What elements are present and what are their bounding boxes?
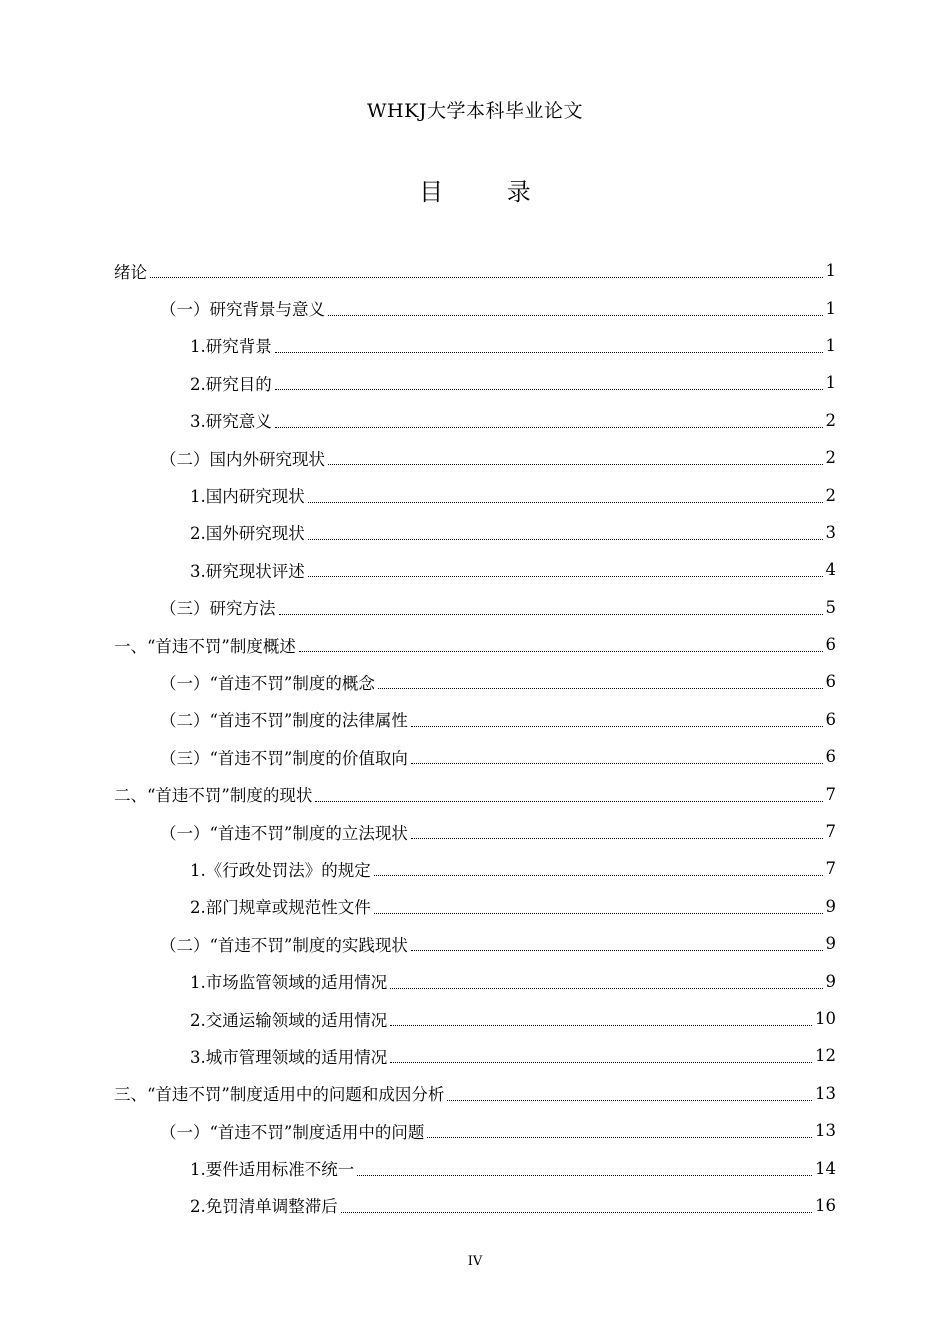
toc-entry[interactable] (114, 962, 836, 999)
toc-entry-label: 1.国内研究现状 (190, 487, 305, 507)
toc-leader-dots (411, 938, 823, 951)
toc-leader-dots (341, 1200, 812, 1213)
toc-entry-page: 3 (825, 522, 836, 542)
toc-leader-dots (299, 639, 823, 652)
toc-entry[interactable] (114, 925, 836, 962)
toc-entry[interactable] (114, 626, 836, 663)
toc-entry-label: 绪论 (114, 262, 147, 282)
toc-entry-page: 2 (825, 448, 836, 468)
toc-entry-label: 2.部门规章或规范性文件 (190, 898, 371, 918)
toc-entry-page: 6 (825, 635, 836, 655)
toc-entry-label: 2.研究目的 (190, 374, 272, 394)
toc-entry-page: 9 (825, 896, 836, 916)
toc-leader-dots (390, 1013, 812, 1026)
toc-entry-label: 3.研究现状评述 (190, 561, 305, 581)
toc-entry-label: 2.交通运输领域的适用情况 (190, 1010, 388, 1030)
toc-leader-dots (378, 676, 823, 689)
toc-entry-page: 9 (825, 934, 836, 954)
toc-entry-label: （三）“首违不罚”制度的价值取向 (160, 748, 408, 768)
toc-leader-dots (275, 415, 823, 428)
table-of-contents (114, 252, 836, 1224)
toc-entry[interactable] (114, 402, 836, 439)
toc-entry-page: 12 (815, 1046, 836, 1066)
toc-leader-dots (374, 863, 823, 876)
toc-entry[interactable] (114, 1149, 836, 1186)
toc-entry-label: 2.免罚清单调整滞后 (190, 1197, 338, 1217)
toc-entry-label: （二）国内外研究现状 (160, 449, 325, 469)
toc-entry-label: 一、“首违不罚”制度概述 (114, 636, 296, 656)
toc-entry-label: （三）研究方法 (160, 599, 276, 619)
toc-leader-dots (308, 564, 823, 577)
toc-entry-page: 1 (825, 335, 836, 355)
toc-entry-label: 1.研究背景 (190, 337, 272, 357)
toc-entry-page: 7 (825, 859, 836, 879)
toc-entry-page: 7 (825, 784, 836, 804)
toc-entry-label: （二）“首违不罚”制度的法律属性 (160, 711, 408, 731)
toc-entry[interactable] (114, 514, 836, 551)
toc-leader-dots (279, 602, 823, 615)
toc-entry-page: 1 (825, 298, 836, 318)
toc-entry[interactable] (114, 888, 836, 925)
toc-entry-page: 6 (825, 747, 836, 767)
toc-entry-page: 14 (815, 1158, 836, 1178)
toc-entry-page: 1 (825, 261, 836, 281)
toc-entry-label: （一）研究背景与意义 (160, 300, 325, 320)
toc-entry[interactable] (114, 813, 836, 850)
toc-leader-dots (411, 826, 823, 839)
toc-entry-page: 1 (825, 373, 836, 393)
toc-entry[interactable] (114, 551, 836, 588)
toc-entry[interactable] (114, 252, 836, 289)
toc-entry-page: 10 (815, 1009, 836, 1028)
toc-leader-dots (390, 976, 822, 989)
toc-entry-page: 6 (825, 709, 836, 729)
toc-entry[interactable] (114, 289, 836, 326)
toc-entry[interactable] (114, 1112, 836, 1149)
toc-leader-dots (390, 1050, 812, 1063)
toc-entry-page: 16 (815, 1195, 836, 1215)
toc-entry-page: 2 (825, 410, 836, 430)
toc-entry-label: 二、“首违不罚”制度的现状 (114, 786, 313, 806)
toc-entry-page: 13 (815, 1083, 836, 1103)
toc-entry-label: 1.要件适用标准不统一 (190, 1160, 355, 1180)
toc-entry[interactable] (114, 476, 836, 513)
toc-entry-page: 2 (825, 485, 836, 505)
toc-leader-dots (308, 527, 823, 540)
toc-entry-label: （二）“首违不罚”制度的实践现状 (160, 935, 408, 955)
toc-entry[interactable] (114, 775, 836, 812)
page-title: 目 录 (419, 178, 559, 206)
toc-entry[interactable] (114, 1187, 836, 1224)
toc-entry-label: 三、“首违不罚”制度适用中的问题和成因分析 (114, 1085, 445, 1105)
toc-leader-dots (308, 490, 823, 503)
toc-entry[interactable] (114, 1000, 836, 1037)
toc-entry-label: （一）“首违不罚”制度适用中的问题 (160, 1122, 425, 1142)
toc-entry[interactable] (114, 589, 836, 626)
toc-leader-dots (150, 265, 823, 278)
toc-entry-label: 1.《行政处罚法》的规定 (190, 860, 371, 880)
toc-entry-page: 5 (825, 597, 836, 617)
toc-entry-label: 1.市场监管领域的适用情况 (190, 973, 388, 993)
toc-entry-page: 9 (825, 971, 836, 991)
toc-entry-page: 13 (815, 1121, 836, 1141)
toc-entry-label: 3.城市管理领域的适用情况 (190, 1047, 388, 1067)
toc-entry-label: 2.国外研究现状 (190, 524, 305, 544)
page-number: IV (467, 1254, 483, 1269)
toc-entry-label: （一）“首违不罚”制度的概念 (160, 673, 375, 693)
toc-leader-dots (427, 1125, 812, 1138)
toc-leader-dots (328, 303, 823, 316)
toc-entry[interactable] (114, 701, 836, 738)
toc-leader-dots (447, 1088, 812, 1101)
toc-entry[interactable] (114, 738, 836, 775)
toc-leader-dots (275, 377, 823, 390)
toc-leader-dots (374, 901, 823, 914)
toc-leader-dots (315, 789, 822, 802)
toc-entry[interactable] (114, 439, 836, 476)
toc-entry[interactable] (114, 327, 836, 364)
toc-entry-label: （一）“首违不罚”制度的立法现状 (160, 823, 408, 843)
toc-leader-dots (328, 452, 823, 465)
toc-entry[interactable] (114, 663, 836, 700)
toc-leader-dots (275, 340, 823, 353)
toc-entry[interactable] (114, 850, 836, 887)
toc-entry-page: 4 (825, 560, 836, 580)
toc-entry-page: 7 (825, 822, 836, 842)
toc-entry[interactable] (114, 1037, 836, 1074)
toc-leader-dots (411, 714, 823, 727)
toc-entry[interactable] (114, 1075, 836, 1112)
toc-entry-page: 6 (825, 672, 836, 692)
toc-leader-dots (411, 751, 823, 764)
toc-leader-dots (357, 1163, 812, 1176)
toc-entry-label: 3.研究意义 (190, 412, 272, 432)
running-header: WHKJ大学本科毕业论文 (367, 100, 583, 122)
toc-entry[interactable] (114, 364, 836, 401)
